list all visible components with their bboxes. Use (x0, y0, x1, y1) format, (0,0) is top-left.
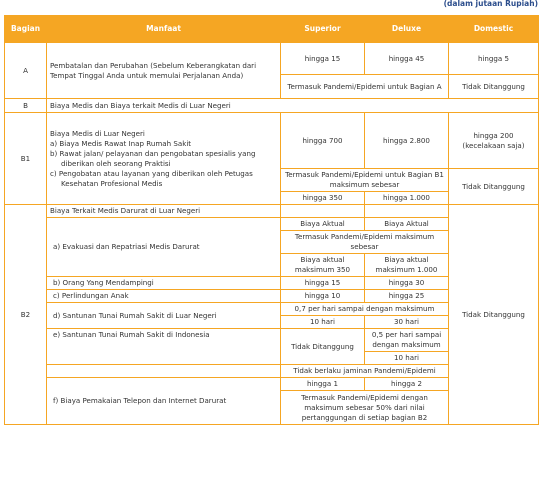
row-b2-f-label: f) Biaya Pemakaian Telepon dan Internet Darurat (47, 378, 281, 425)
header-manfaat: Manfaat (47, 16, 281, 43)
row-b2-a-pandemic-text: Termasuk Pandemi/Epidemi maksimum sebesar (281, 231, 449, 254)
currency-note: (dalam jutaan Rupiah) (443, 0, 538, 8)
row-b2-a-superior: Biaya Aktual (281, 218, 365, 231)
row-b2-f-superior: hingga 1 (281, 378, 365, 391)
row-b2-f-deluxe: hingga 2 (365, 378, 449, 391)
row-b2-title-text: Biaya Terkait Medis Darurat di Luar Negeri (47, 205, 281, 218)
row-b1-item: b) Rawat jalan/ pelayanan dan pengobatan spesialis yang diberikan oleh seorang Praktisi (50, 148, 256, 168)
row-b2-title-superior (281, 205, 365, 218)
row-b1-text (47, 113, 281, 205)
row-b1-item: a) Biaya Medis Rawat Inap Rumah Sakit (50, 138, 192, 148)
row-b2-e-deluxe: 0,5 per hari sampai dengan maksimum (365, 329, 449, 352)
row-b1-item: c) Pengobatan atau layanan yang diberikan oleh Petugas Kesehatan Profesional Medis (50, 168, 253, 188)
row-b (5, 99, 539, 113)
row-a-domestic-pandemic: Tidak Ditanggung (449, 75, 539, 99)
row-a-deluxe: hingga 45 (365, 43, 449, 75)
benefit-table (4, 15, 539, 425)
row-b1-list (50, 139, 277, 189)
row-b2-title (5, 205, 539, 218)
row-a-superior: hingga 15 (281, 43, 365, 75)
row-b2-code: B2 (5, 205, 47, 425)
row-b2-a-deluxe-max: Biaya aktual maksimum 1.000 (365, 254, 449, 277)
row-b2-e-label: e) Santunan Tunai Rumah Sakit di Indonesia (47, 329, 281, 365)
header-row (5, 16, 539, 43)
row-b2-a-superior-max: Biaya aktual maksimum 350 (281, 254, 365, 277)
row-b2-a-deluxe: Biaya Aktual (365, 218, 449, 231)
row-b2-e-blank (47, 365, 281, 378)
row-b1-pandemic-text: Termasuk Pandemi/Epidemi untuk Bagian B1 maksimum sebesar (281, 169, 449, 192)
row-a (5, 43, 539, 75)
row-b1-domestic-pandemic: Tidak Ditanggung (449, 169, 539, 205)
row-b2-e-superior: Tidak Ditanggung (281, 329, 365, 365)
row-b-code: B (5, 99, 47, 113)
row-b2-d-label: d) Santunan Tunai Rumah Sakit di Luar Negeri (47, 303, 281, 329)
header-deluxe: Deluxe (365, 16, 449, 43)
row-b2-d-deluxe: 30 hari (365, 316, 449, 329)
row-b2-a-label: a) Evakuasi dan Repatriasi Medis Darurat (47, 218, 281, 277)
row-a-domestic: hingga 5 (449, 43, 539, 75)
row-b2-b-label: b) Orang Yang Mendampingi (47, 277, 281, 290)
row-b1-superior: hingga 700 (281, 113, 365, 169)
row-b2-d-span: 0,7 per hari sampai dengan maksimum (281, 303, 449, 316)
row-b1-deluxe-max: hingga 1.000 (365, 192, 449, 205)
row-b1-domestic: hingga 200 (kecelakaan saja) (449, 113, 539, 169)
header-superior: Superior (281, 16, 365, 43)
row-b2-d-superior: 10 hari (281, 316, 365, 329)
row-b2-e-deluxe-days: 10 hari (365, 352, 449, 365)
row-b2-title-deluxe (365, 205, 449, 218)
row-b2-c-superior: hingga 10 (281, 290, 365, 303)
header-domestic: Domestic (449, 16, 539, 43)
row-b2-c-deluxe: hingga 25 (365, 290, 449, 303)
row-b1-code: B1 (5, 113, 47, 205)
row-b1-superior-max: hingga 350 (281, 192, 365, 205)
row-b2-b-deluxe: hingga 30 (365, 277, 449, 290)
row-b2-domestic: Tidak Ditanggung (449, 205, 539, 425)
row-b-text: Biaya Medis dan Biaya terkait Medis di Luar Negeri (47, 99, 539, 113)
row-a-text: Pembatalan dan Perubahan (Sebelum Keberangkatan dari Tempat Tinggal Anda untuk memulai Perjalanan Anda) (47, 43, 281, 99)
row-a-code: A (5, 43, 47, 99)
row-b2-f-pandemic-text: Termasuk Pandemi/Epidemi dengan maksimum sebesar 50% dari nilai pertanggungan di setiap bagian B2 (281, 391, 449, 425)
row-b1 (5, 113, 539, 169)
header-bagian: Bagian (5, 16, 47, 43)
row-b1-deluxe: hingga 2.800 (365, 113, 449, 169)
row-b2-b-superior: hingga 15 (281, 277, 365, 290)
row-b1-title: Biaya Medis di Luar Negeri (50, 128, 145, 138)
row-a-pandemic-text: Termasuk Pandemi/Epidemi untuk Bagian A (281, 75, 449, 99)
row-b2-c-label: c) Perlindungan Anak (47, 290, 281, 303)
row-b2-e-pandemic-text: Tidak berlaku jaminan Pandemi/Epidemi (281, 365, 449, 378)
